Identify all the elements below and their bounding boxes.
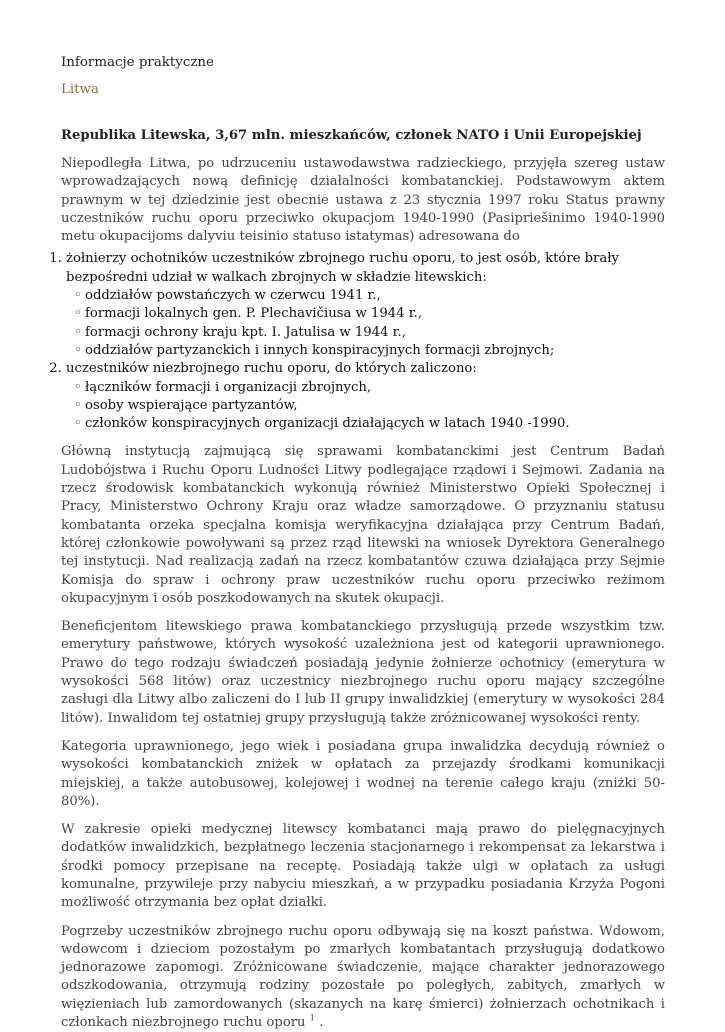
institutions-paragraph: Główną instytucją zajmującą się sprawami kombatanckimi jest Centrum Badań Ludobójstwa i Ruchu Oporu Ludności Litwy podlegające rządowi i Sejmowi. Zadania na rzecz środowisk kombatanckich wykonują również Ministerstwo Opieki Społecznej i Pracy, Ministerstwo Ochrony Kraju oraz władze samorządowe. O przyznaniu statusu kombatanta orzeka specjalna komisja weryfikacyjna działająca przy Centrum Badań, której członkowie powoływani są przez rząd litewski na wniosek Dyrektora Generalnego tej instytucji. Nad realizacją zadań na rzecz kombatantów czuwa działająca przy Sejmie Komisja do spraw i ochrony praw uczestników ruchu oporu przeciwko reżimom okupacyjnym i osób poszkodowanych na skutek okupacji. — [61, 444, 665, 606]
country-name: Litwa — [61, 82, 100, 97]
closing-period: . — [319, 1015, 324, 1031]
footnote-reference[interactable]: 1 — [309, 1013, 315, 1023]
sub-list-item: ◦ formacji lokalnych gen. P. Plechavičiusa w 1944 r., — [74, 305, 665, 323]
funerals-paragraph — [61, 923, 665, 1032]
beneficiaries-list — [39, 250, 665, 433]
list-item-text: żołnierzy ochotników uczestników zbrojnego ruchu oporu, to jest osób, które brały bezpośredni udział w walkach zbrojnych w składzie litewskich: — [66, 251, 619, 285]
funerals-text: Pogrzeby uczestników zbrojnego ruchu oporu odbywają się na koszt państwa. Wdowom, wdowcom i dzieciom pozostałym po zmarłych kombatantach przysługują dodatkowo jednorazowe zapomogi. Zróżnicowane świadczenie, mające charakter jednorazowego odszkodowania, otrzymują rodziny pozostałe po poległych, zabitych, zmarłych w więzieniach lub zamordowanych (skazanych na karę śmierci) żołnierzach ochotnikach i członkach niezbrojnego ruchu oporu — [61, 923, 665, 1031]
sub-list-item: ◦ łączników formacji i organizacji zbrojnych, — [74, 379, 665, 397]
section-header: Informacje praktyczne — [61, 55, 214, 70]
discounts-paragraph: Kategoria uprawnionego, jego wiek i posiadana grupa inwalidzka decydują również o wysokości kombatanckich zniżek w opłatach za przejazdy środkami komunikacji miejskiej, a także autobusowej, kolejowej i wodnej na terenie całego kraju (zniżki 50-80%). — [61, 738, 665, 809]
sub-list-item: ◦ osoby wspierające partyzantów, — [74, 397, 665, 415]
intro-paragraph: Niepodległa Litwa, po udrzuceniu ustawodawstwa radzieckiego, przyjęła szereg ustaw wprowadzających nową definicję działalności kombatanckiej. Podstawowym aktem prawnym w tej dziedzinie jest obecnie ustawa z 23 stycznia 1997 roku Status prawny uczestników ruchu oporu przeciwko okupacjom 1940-1990 (Pasipriešinimo 1940-1990 metu okupacijoms dalyviu teisinio statuso istatymas) adresowana do — [61, 156, 665, 245]
country-summary-heading: Republika Litewska, 3,67 mln. mieszkańców, członek NATO i Unii Europejskiej — [61, 128, 642, 143]
list-item — [66, 250, 665, 360]
sub-list — [66, 379, 665, 434]
sub-list-item: ◦ członków konspiracyjnych organizacji działających w latach 1940 -1990. — [74, 415, 665, 433]
sub-list — [66, 287, 665, 360]
sub-list-item: ◦ oddziałów powstańczych w czerwcu 1941 r., — [74, 287, 665, 305]
list-item-text: uczestników niezbrojnego ruchu oporu, do których zaliczono: — [66, 361, 477, 377]
list-item — [66, 360, 665, 433]
document-page — [61, 52, 665, 1032]
sub-list-item: ◦ formacji ochrony kraju kpt. I. Jatulisa w 1944 r., — [74, 324, 665, 342]
sub-list-item: ◦ oddziałów partyzanckich i innych konspiracyjnych formacji zbrojnych; — [74, 342, 665, 360]
medical-care-paragraph: W zakresie opieki medycznej litewscy kombatanci mają prawo do pielęgnacyjnych dodatków inwalidzkich, bezpłatnego leczenia stacjonarnego i rekompensat za lekarstwa i środki pomocy przepisane na receptę. Posiadają także ulgi w opłatach za usługi komunalne, przywileje przy nabyciu mieszkań, a w przypadku posiadania Krzyża Pogoni możliwość otrzymania bez opłat działki. — [61, 822, 665, 911]
pensions-paragraph: Beneficjentom litewskiego prawa kombatanckiego przysługują przede wszystkim tzw. emerytury państwowe, których wysokość uzależniona jest od kategorii uprawnionego. Prawo do tego rodzaju świadczeń posiadają jedynie żołnierze ochotnicy (emerytura w wysokości 568 litów) oraz uczestnicy niezbrojnego ruchu oporu mający szczególne zasługi dla Litwy albo zaliczeni do I lub II grupy inwalidzkiej (emerytury w wysokości 284 litów). Inwalidom tej ostatniej grupy przysługują także zróżnicowanej wysokości renty. — [61, 619, 665, 726]
